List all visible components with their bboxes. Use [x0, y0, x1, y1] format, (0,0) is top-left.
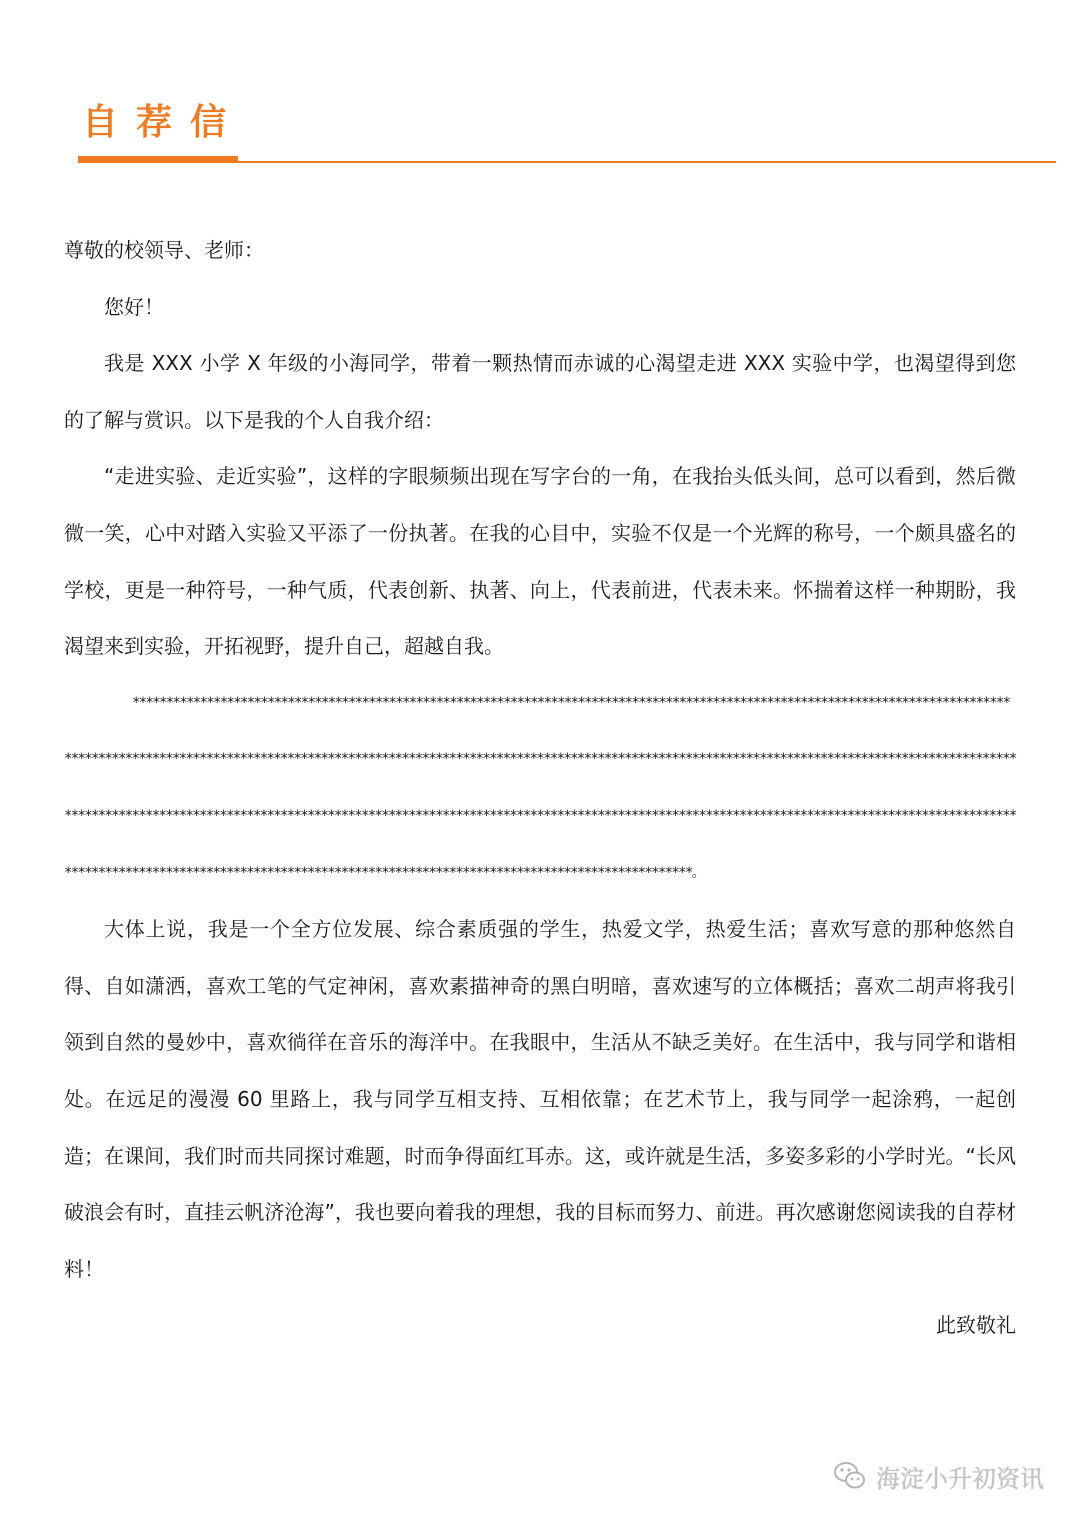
- salutation: 尊敬的校领导、老师：: [64, 238, 264, 262]
- greeting: 您好！: [104, 294, 164, 319]
- wechat-icon: [832, 1458, 868, 1494]
- aspiration-paragraph: “走进实验、走近实验”，这样的字眼频频出现在写字台的一角，在我抬头低头间，总可以看到，然后微微一笑，心中对踏入实验又平添了一份执著。在我的心目中，实验不仅是一个光辉的称号，一个颇具盛名的学校，更是一种符号，一种气质，代表创新、执著、向上，代表前进，代表未来。怀揣着这样一种期盼，我渴望来到实验，开拓视野，提升自己，超越自我。: [64, 464, 1016, 659]
- letter-body: [64, 222, 1016, 1354]
- intro-paragraph: 我是 XXX 小学 X 年级的小海同学，带着一颗热情而赤诚的心渴望走进 XXX 实验中学，也渴望得到您的了解与赏识。以下是我的个人自我介绍：: [64, 351, 1016, 432]
- watermark: [832, 1458, 1044, 1494]
- title-bar: [78, 96, 1056, 168]
- watermark-text: 海淀小升初资讯: [876, 1464, 1044, 1493]
- page-title: 自荐信: [82, 102, 245, 143]
- self-description-paragraph: 大体上说，我是一个全方位发展、综合素质强的学生，热爱文学，热爱生活；喜欢写意的那种悠然自得、自如潇洒，喜欢工笔的气定神闲，喜欢素描神奇的黑白明暗，喜欢速写的立体概括；喜欢二胡声将我引领到自然的曼妙中，喜欢徜徉在音乐的海洋中。在我眼中，生活从不缺乏美好。在生活中，我与同学和谐相处。在远足的漫漫 60 里路上，我与同学互相支持、互相依靠；在艺术节上，我与同学一起涂鸦，一起创造；在课间，我们时而共同探讨难题，时而争得面红耳赤。这，或许就是生活，多姿多彩的小学时光。“长风破浪会有时，直挂云帆济沧海”，我也要向着我的理想，我的目标而努力、前进。再次感谢您阅读我的自荐材料！: [64, 917, 1016, 1281]
- title-underline: [78, 156, 238, 163]
- placeholder-text-block: *************************************************************************************************************************************************************************************************************************************************************************************************************************************************************************************************************************************************************************************************************************。: [64, 694, 1016, 881]
- closing-salutation: 此致敬礼: [936, 1313, 1016, 1338]
